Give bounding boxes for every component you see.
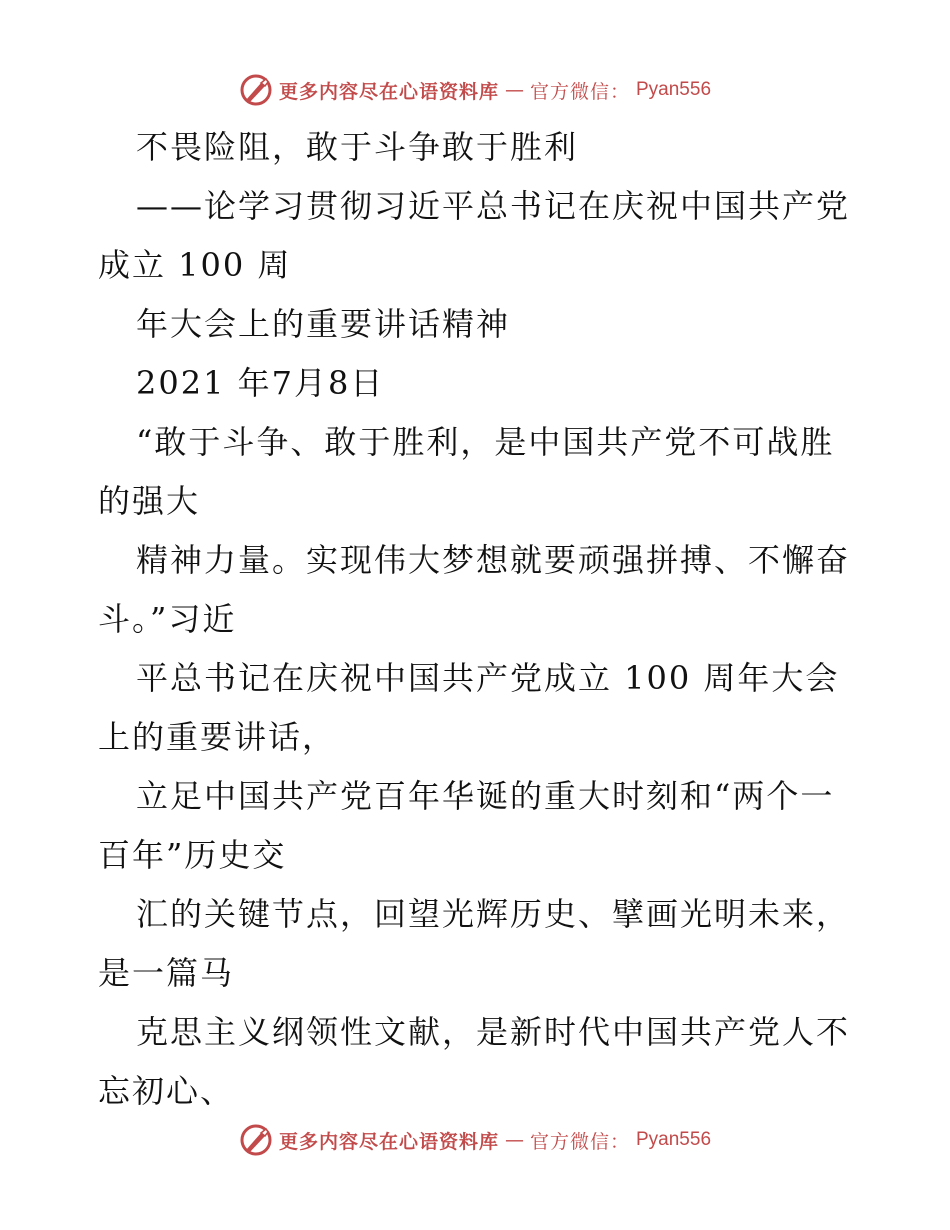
banner-separator: — <box>504 79 524 101</box>
paragraph-line: 忘初心、 <box>98 1072 235 1110</box>
banner-brand: 更多内容尽在心语资料库 <box>278 80 499 103</box>
footer-banner <box>0 1120 950 1160</box>
paragraph-line: 的强大 <box>98 482 201 520</box>
document-title: 不畏险阻，敢于斗争敢于胜利 <box>136 128 579 166</box>
paragraph-line: 百年”历史交 <box>98 836 287 874</box>
banner-separator: — <box>504 1129 524 1151</box>
banner-wechat-label: 官方微信： <box>529 80 630 103</box>
document-subtitle-cont: 年大会上的重要讲话精神 <box>136 305 511 343</box>
document-subtitle: ——论学习贯彻习近平总书记在庆祝中国共产党 <box>136 187 851 225</box>
banner-wechat-id: Pyan556 <box>636 1129 712 1150</box>
paragraph-line: 克思主义纲领性文献，是新时代中国共产党人不 <box>136 1013 851 1051</box>
document-subtitle-cont: 成立 100 周 <box>98 246 292 284</box>
header-banner <box>0 70 950 110</box>
paragraph-line: 汇的关键节点，回望光辉历史、擘画光明未来， <box>136 895 851 933</box>
pen-logo-icon <box>239 1123 273 1157</box>
banner-wechat-label: 官方微信： <box>529 1130 630 1153</box>
paragraph-line: 立足中国共产党百年华诞的重大时刻和“两个一 <box>136 777 835 815</box>
paragraph-line: 精神力量。实现伟大梦想就要顽强拼搏、不懈奋 <box>136 541 851 579</box>
paragraph-line: 平总书记在庆祝中国共产党成立 100 周年大会 <box>136 659 840 697</box>
document-body <box>98 118 858 1121</box>
paragraph-line: 是一篇马 <box>98 954 235 992</box>
pen-logo-icon <box>239 73 273 107</box>
paragraph-line: 上的重要讲话， <box>98 718 337 756</box>
banner-wechat-id: Pyan556 <box>636 79 712 100</box>
paragraph-line: “敢于斗争、敢于胜利，是中国共产党不可战胜 <box>136 423 835 461</box>
paragraph-line: 斗。”习近 <box>98 600 237 638</box>
banner-brand: 更多内容尽在心语资料库 <box>278 1130 499 1153</box>
document-date: 2021 年7月8日 <box>136 364 385 402</box>
